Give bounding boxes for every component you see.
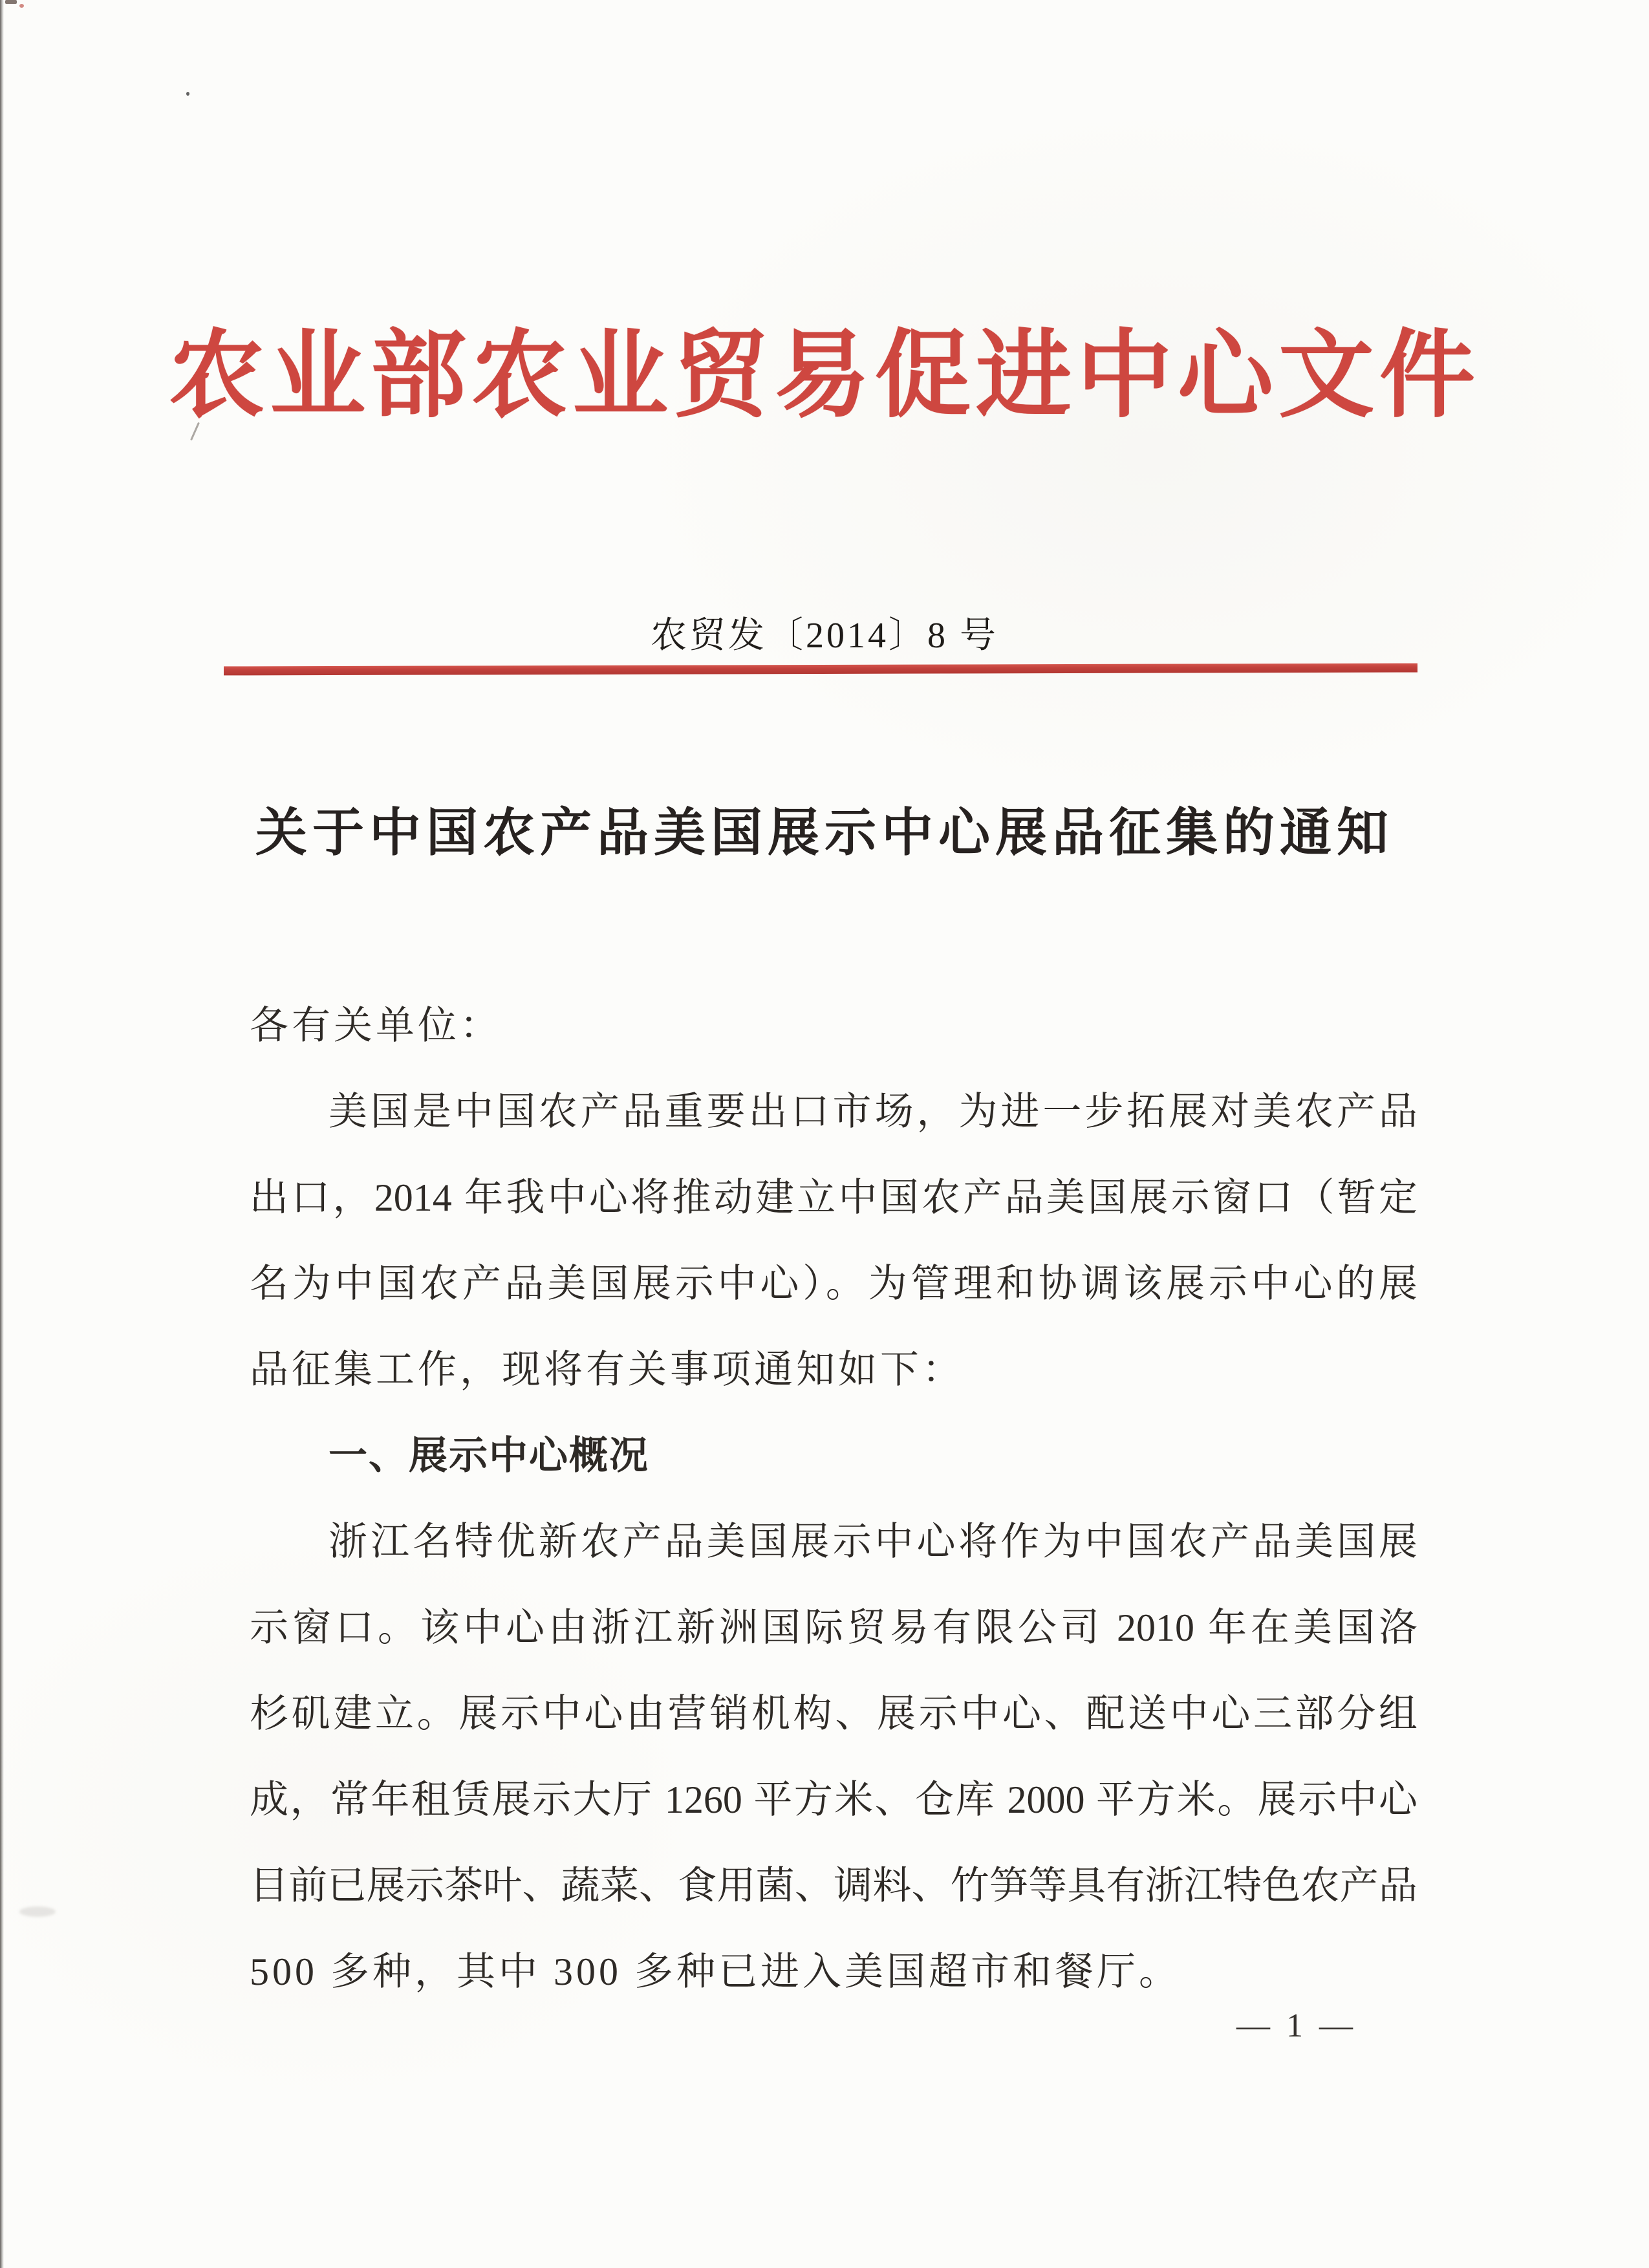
document-title: 关于中国农产品美国展示中心展品征集的通知 [255,805,1394,862]
body-line: 品征集工作，现将有关事项通知如下： [250,1348,964,1391]
scan-speck [186,92,189,96]
document-body [250,983,1417,2015]
body-line: 杉矶建立。展示中心由营销机构、展示中心、配送中心三部分组 [250,1692,1417,1735]
body-line: 目前已展示茶叶、蔬菜、食用菌、调料、竹笋等具有浙江特色农产品 [250,1864,1417,1907]
body-line: 名为中国农产品美国展示中心）。为管理和协调该展示中心的展 [250,1262,1417,1305]
scan-speck [19,4,24,8]
body-line: 示窗口。该中心由浙江新洲国际贸易有限公司 2010 年在美国洛 [250,1606,1417,1649]
body-line: 500 多种，其中 300 多种已进入美国超市和餐厅。 [250,1950,1181,1993]
page-number: — 1 — [1236,2007,1357,2044]
doc-number: 农贸发〔2014〕8 号 [651,616,998,656]
agency-header-title: 农业部农业贸易促进中心文件 [169,323,1480,429]
body-line: 浙江名特优新农产品美国展示中心将作为中国农产品美国展 [329,1520,1417,1563]
red-separator-rule [224,664,1417,676]
section-heading-line: 一、展示中心概况 [329,1434,649,1477]
body-line: 出口，2014 年我中心将推动建立中国农产品美国展示窗口（暂定 [250,1176,1417,1219]
scan-smudge-artifact [19,1906,56,1917]
body-line: 成，常年租赁展示大厅 1260 平方米、仓库 2000 平方米。展示中心 [250,1778,1417,1821]
scan-speck [5,0,17,4]
body-line: 美国是中国农产品重要出口市场，为进一步拓展对美农产品 [329,1090,1417,1133]
salutation-line: 各有关单位： [250,1004,502,1047]
